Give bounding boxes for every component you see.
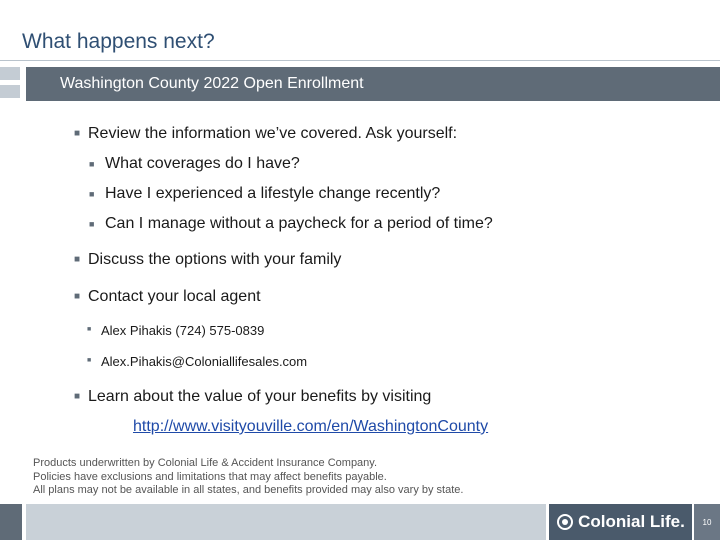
bullet-item [74,251,342,269]
bullet-square-icon: ■ [74,254,81,265]
sub-bullet-item [89,215,493,233]
bullet-text: Have I experienced a lifestyle change recently? [105,185,441,202]
bullet-text: Review the information we’ve covered. Ask yourself: [88,125,458,142]
slide-title: What happens next? [22,30,215,53]
disclaimer-line: Policies have exclusions and limitations that may affect benefits payable. [33,470,387,483]
bullet-text: Can I manage without a paycheck for a period of time? [105,215,493,232]
bullet-item [74,388,432,406]
bullet-square-icon: ■ [74,391,81,402]
sub-bullet-item [87,354,308,369]
bullet-text: What coverages do I have? [105,155,300,172]
agent-contact: Alex Pihakis (724) 575-0839 [101,323,265,338]
section-banner: Washington County 2022 Open Enrollment [26,67,720,101]
bullet-square-icon: ■ [74,291,81,302]
logo-mark-icon [556,513,574,531]
disclaimer-line: All plans may not be available in all states, and benefits provided may also vary by state. [33,484,464,496]
bullet-square-icon: ■ [89,189,95,199]
agent-email[interactable]: Alex.Pihakis@Coloniallifesales.com [101,354,308,369]
bullet-square-icon: ■ [74,128,81,139]
logo-text: Colonial Life. [578,512,685,531]
page-number: 10 [694,504,720,540]
bullet-square-icon: ■ [87,326,92,333]
sub-bullet-item [89,185,441,203]
bullet-item [74,125,458,143]
disclaimer [33,457,463,498]
sub-bullet-item [87,323,265,338]
footer-bar [26,504,546,540]
disclaimer-line: Products underwritten by Colonial Life & Accident Insurance Company. [33,457,378,469]
bullet-text: Discuss the options with your family [88,251,342,268]
bullet-square-icon: ■ [87,357,92,364]
bullet-text: Learn about the value of your benefits by visiting [88,388,432,405]
benefits-link[interactable]: http://www.visityouville.com/en/WashingtonCounty [133,418,489,435]
bullet-square-icon: ■ [89,219,95,229]
bullet-text: Contact your local agent [88,288,261,305]
footer-left-block [0,504,22,540]
colonial-life-logo [549,504,692,540]
sub-bullet-item [89,155,300,173]
bullet-item [74,288,261,306]
bullet-square-icon: ■ [89,159,95,169]
